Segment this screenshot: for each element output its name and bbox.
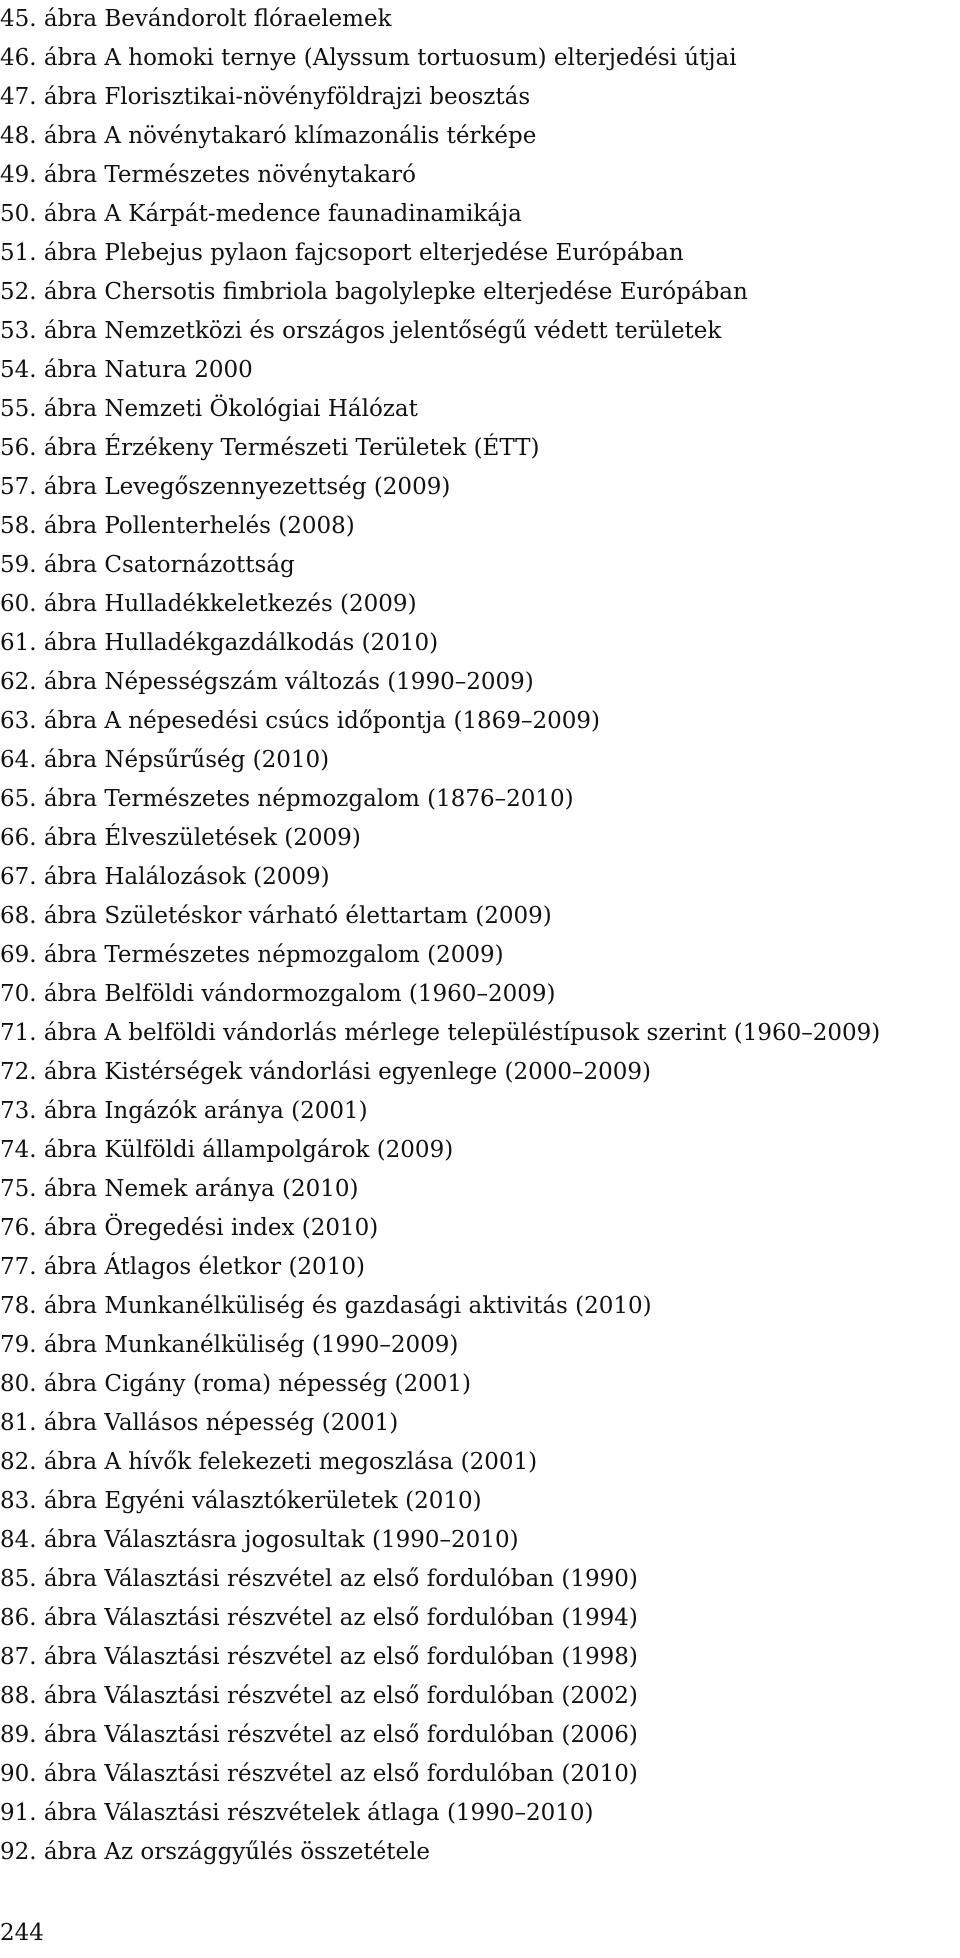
figure-list-item: 68. ábra Születéskor várható élettartam (2009) — [0, 903, 552, 929]
figure-list-item: 69. ábra Természetes népmozgalom (2009) — [0, 942, 504, 968]
figure-list-item: 83. ábra Egyéni választókerületek (2010) — [0, 1488, 482, 1514]
figure-list-item: 80. ábra Cigány (roma) népesség (2001) — [0, 1371, 471, 1397]
figure-list-item: 89. ábra Választási részvétel az első fordulóban (2006) — [0, 1722, 638, 1748]
figure-list-item: 45. ábra Bevándorolt flóraelemek — [0, 6, 392, 32]
figure-list-item: 63. ábra A népesedési csúcs időpontja (1869–2009) — [0, 708, 600, 734]
figure-list-item: 86. ábra Választási részvétel az első fordulóban (1994) — [0, 1605, 638, 1631]
figure-list-item: 87. ábra Választási részvétel az első fordulóban (1998) — [0, 1644, 638, 1670]
figure-list-item: 66. ábra Élveszületések (2009) — [0, 825, 361, 851]
figure-list-item: 55. ábra Nemzeti Ökológiai Hálózat — [0, 396, 418, 422]
figure-list-item: 52. ábra Chersotis fimbriola bagolylepke elterjedése Európában — [0, 279, 748, 305]
figure-list-item: 81. ábra Vallásos népesség (2001) — [0, 1410, 399, 1436]
figure-list-item: 91. ábra Választási részvételek átlaga (1990–2010) — [0, 1800, 594, 1826]
figure-list-item: 53. ábra Nemzetközi és országos jelentőségű védett területek — [0, 318, 722, 344]
figure-list-item: 78. ábra Munkanélküliség és gazdasági aktivitás (2010) — [0, 1293, 652, 1319]
figure-list-item: 51. ábra Plebejus pylaon fajcsoport elterjedése Európában — [0, 240, 684, 266]
figure-list-item: 59. ábra Csatornázottság — [0, 552, 295, 578]
figure-list-item: 88. ábra Választási részvétel az első fordulóban (2002) — [0, 1683, 638, 1709]
figure-list-item: 67. ábra Halálozások (2009) — [0, 864, 330, 890]
figure-list-item: 82. ábra A hívők felekezeti megoszlása (2001) — [0, 1449, 538, 1475]
figure-list-item: 62. ábra Népességszám változás (1990–2009) — [0, 669, 534, 695]
figure-list-item: 79. ábra Munkanélküliség (1990–2009) — [0, 1332, 459, 1358]
figure-list-item: 73. ábra Ingázók aránya (2001) — [0, 1098, 368, 1124]
figure-list-item: 46. ábra A homoki ternye (Alyssum tortuosum) elterjedési útjai — [0, 45, 737, 71]
figure-list-item: 85. ábra Választási részvétel az első fordulóban (1990) — [0, 1566, 638, 1592]
figure-list-item: 49. ábra Természetes növénytakaró — [0, 162, 416, 188]
figure-list-item: 47. ábra Florisztikai-növényföldrajzi beosztás — [0, 84, 531, 110]
figure-list-item: 64. ábra Népsűrűség (2010) — [0, 747, 330, 773]
figure-list-item: 76. ábra Öregedési index (2010) — [0, 1215, 379, 1241]
figure-list-item: 72. ábra Kistérségek vándorlási egyenlege (2000–2009) — [0, 1059, 652, 1085]
page-number: 244 — [0, 1920, 44, 1946]
figure-list-item: 61. ábra Hulladékgazdálkodás (2010) — [0, 630, 439, 656]
figure-list-item: 58. ábra Pollenterhelés (2008) — [0, 513, 355, 539]
figure-list-item: 50. ábra A Kárpát-medence faunadinamikája — [0, 201, 522, 227]
figure-list-item: 57. ábra Levegőszennyezettség (2009) — [0, 474, 451, 500]
figure-list-item: 77. ábra Átlagos életkor (2010) — [0, 1254, 365, 1280]
figure-list-item: 70. ábra Belföldi vándormozgalom (1960–2009) — [0, 981, 556, 1007]
figure-list-item: 56. ábra Érzékeny Természeti Területek (ÉTT) — [0, 435, 540, 461]
figure-list-item: 90. ábra Választási részvétel az első fordulóban (2010) — [0, 1761, 638, 1787]
figure-list-item: 60. ábra Hulladékkeletkezés (2009) — [0, 591, 417, 617]
figure-list-item: 65. ábra Természetes népmozgalom (1876–2010) — [0, 786, 574, 812]
figure-list-item: 74. ábra Külföldi állampolgárok (2009) — [0, 1137, 454, 1163]
figure-list-item: 48. ábra A növénytakaró klímazonális térképe — [0, 123, 537, 149]
figure-list-item: 84. ábra Választásra jogosultak (1990–2010) — [0, 1527, 519, 1553]
figure-list-item: 71. ábra A belföldi vándorlás mérlege településtípusok szerint (1960–2009) — [0, 1020, 881, 1046]
figure-list-item: 92. ábra Az országgyűlés összetétele — [0, 1839, 431, 1865]
figure-list-item: 54. ábra Natura 2000 — [0, 357, 253, 383]
figure-list-item: 75. ábra Nemek aránya (2010) — [0, 1176, 359, 1202]
